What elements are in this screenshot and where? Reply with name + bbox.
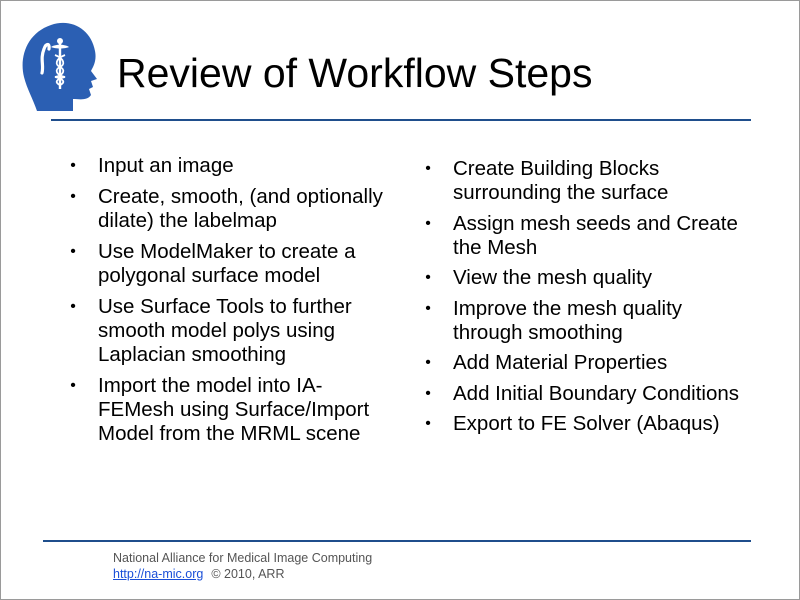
list-item-text: View the mesh quality (453, 266, 653, 289)
list-item-text: Create Building Blocks surrounding the surface (453, 157, 669, 204)
footer-copyright: © 2010, ARR (211, 567, 285, 581)
footer (113, 550, 372, 582)
list-item (422, 351, 752, 375)
title-divider (51, 119, 751, 121)
namic-head-logo-icon (17, 19, 99, 115)
bullet-marker: • (425, 214, 431, 232)
list-item (67, 154, 397, 178)
list-item (422, 266, 752, 290)
list-item-text: Import the model into IA-FEMesh using Surface/Import Model from the MRML scene (98, 374, 370, 445)
list-item (422, 412, 752, 436)
list-item (67, 240, 397, 288)
bullet-marker: • (425, 160, 431, 177)
bullet-marker: • (70, 157, 76, 174)
bullet-marker: • (70, 298, 76, 315)
list-item (422, 297, 752, 345)
bullet-marker: • (70, 188, 76, 205)
footer-line2 (113, 566, 372, 582)
footer-divider (43, 540, 751, 542)
list-item (67, 295, 397, 367)
list-item (422, 382, 752, 406)
list-item-text: Create, smooth, (and optionally dilate) the labelmap (98, 185, 383, 232)
bullet-marker: • (425, 299, 431, 317)
page-title: Review of Workflow Steps (117, 50, 593, 96)
list-item-text: Add Material Properties (453, 351, 668, 374)
bullet-marker: • (70, 243, 76, 260)
bullet-marker: • (425, 415, 431, 432)
bullet-marker: • (425, 269, 431, 286)
list-item-text: Use Surface Tools to further smooth model polys using Laplacian smoothing (98, 295, 352, 366)
list-item (422, 157, 752, 205)
list-item (67, 374, 397, 446)
footer-link[interactable]: http://na-mic.org (113, 567, 204, 581)
bullet-marker: • (70, 377, 76, 394)
list-item-text: Improve the mesh quality through smoothing (453, 296, 683, 344)
list-item-text: Add Initial Boundary Conditions (453, 381, 740, 405)
list-item (67, 185, 397, 233)
list-item-text: Input an image (98, 154, 234, 177)
list-item-text: Export to FE Solver (Abaqus) (453, 412, 720, 435)
list-item-text: Assign mesh seeds and Create the Mesh (453, 211, 738, 259)
footer-org: National Alliance for Medical Image Computing (113, 551, 373, 565)
right-bullet-list (422, 157, 752, 443)
list-item (422, 212, 752, 260)
left-bullet-list (67, 154, 397, 453)
bullet-marker: • (425, 354, 431, 371)
list-item-text: Use ModelMaker to create a polygonal surface model (98, 240, 356, 287)
bullet-marker: • (425, 384, 431, 402)
